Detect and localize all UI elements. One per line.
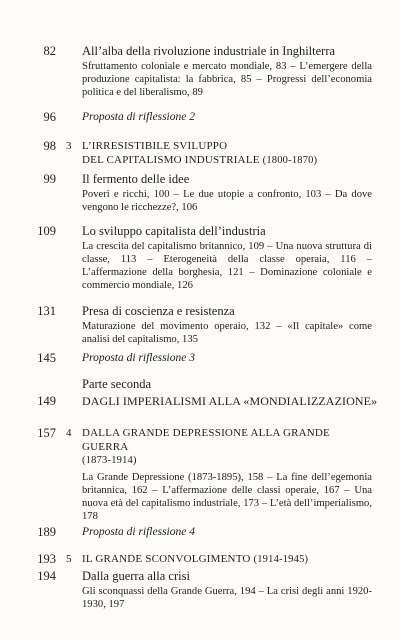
section-subtopics: Poveri e ricchi, 100 – Le due utopie a confronto, 103 – Da dove vengono le ricchezze?, 106 [82,189,372,213]
part-label: Parte seconda [82,377,152,391]
chapter-title-line-1: IL GRANDE SCONVOLGIMENTO [82,553,251,565]
page-number: 82 [43,44,56,58]
page-number: 194 [37,569,56,583]
page-number: 98 [43,139,56,153]
page-number: 145 [37,351,56,365]
chapter-title-line-1: L’IRRESISTIBILE SVILUPPO [82,140,228,152]
chapter-subtopics: La Grande Depressione (1873-1895), 158 – La fine dell’egemonia britannica, 162 – L’affermazione delle classi operaie, 167 – Una nuova età del capitalismo industriale, 173 – L’età dell’imperialismo, 178 [82,472,372,522]
section-title: Lo sviluppo capitalista dell’industria [82,224,266,238]
section-subtopics: Maturazione del movimento operaio, 132 – «Il capitale» come analisi del capitalismo, 135 [82,321,372,345]
chapter-dates: (1800-1870) [262,155,318,166]
chapter-dates: (1914-1945) [253,554,309,565]
page-number: 149 [37,394,56,408]
page-number: 193 [37,552,56,566]
part-title: DAGLI IMPERIALISMI ALLA «MONDIALIZZAZIONE» [82,394,378,408]
page-number: 157 [37,426,56,440]
section-title: All’alba della rivoluzione industriale in Inghilterra [82,44,336,58]
page-number: 99 [43,172,56,186]
chapter-title-line-2: DEL CAPITALISMO INDUSTRIALE [82,154,260,166]
reflection-title: Proposta di riflessione 3 [82,352,195,364]
section-subtopics: Sfruttamento coloniale e mercato mondiale, 83 – L’emergere della produzione capitalista: la fabbrica, 85 – Progressi dell’economia politica e del liberalismo, 89 [82,61,372,98]
section-subtopics: Gli sconquassi della Grande Guerra, 194 – La crisi degli anni 1920-1930, 197 [82,586,372,610]
chapter-title-line-1: DALLA GRANDE DEPRESSIONE ALLA GRANDE GUERRA [82,427,330,453]
page-number: 109 [37,224,56,238]
page-number: 131 [37,304,56,318]
reflection-title: Proposta di riflessione 2 [82,111,195,123]
section-title: Il fermento delle idee [82,172,190,186]
section-title: Presa di coscienza e resistenza [82,304,235,318]
reflection-title: Proposta di riflessione 4 [82,526,195,538]
section-subtopics: La crescita del capitalismo britannico, 109 – Una nuova struttura di classe, 113 – Eterogeneità della classe operaia, 116 – L’affermazione della borghesia, 121 – Dominazione coloniale e commercio mondiale, 126 [82,241,372,291]
section-title: Dalla guerra alla crisi [82,569,190,583]
chapter-dates: (1873-1914) [82,455,137,466]
chapter-number: 4 [66,427,72,439]
page-number: 189 [37,525,56,539]
chapter-number: 5 [66,553,72,565]
page-number: 96 [43,110,56,124]
chapter-number: 3 [66,140,72,152]
